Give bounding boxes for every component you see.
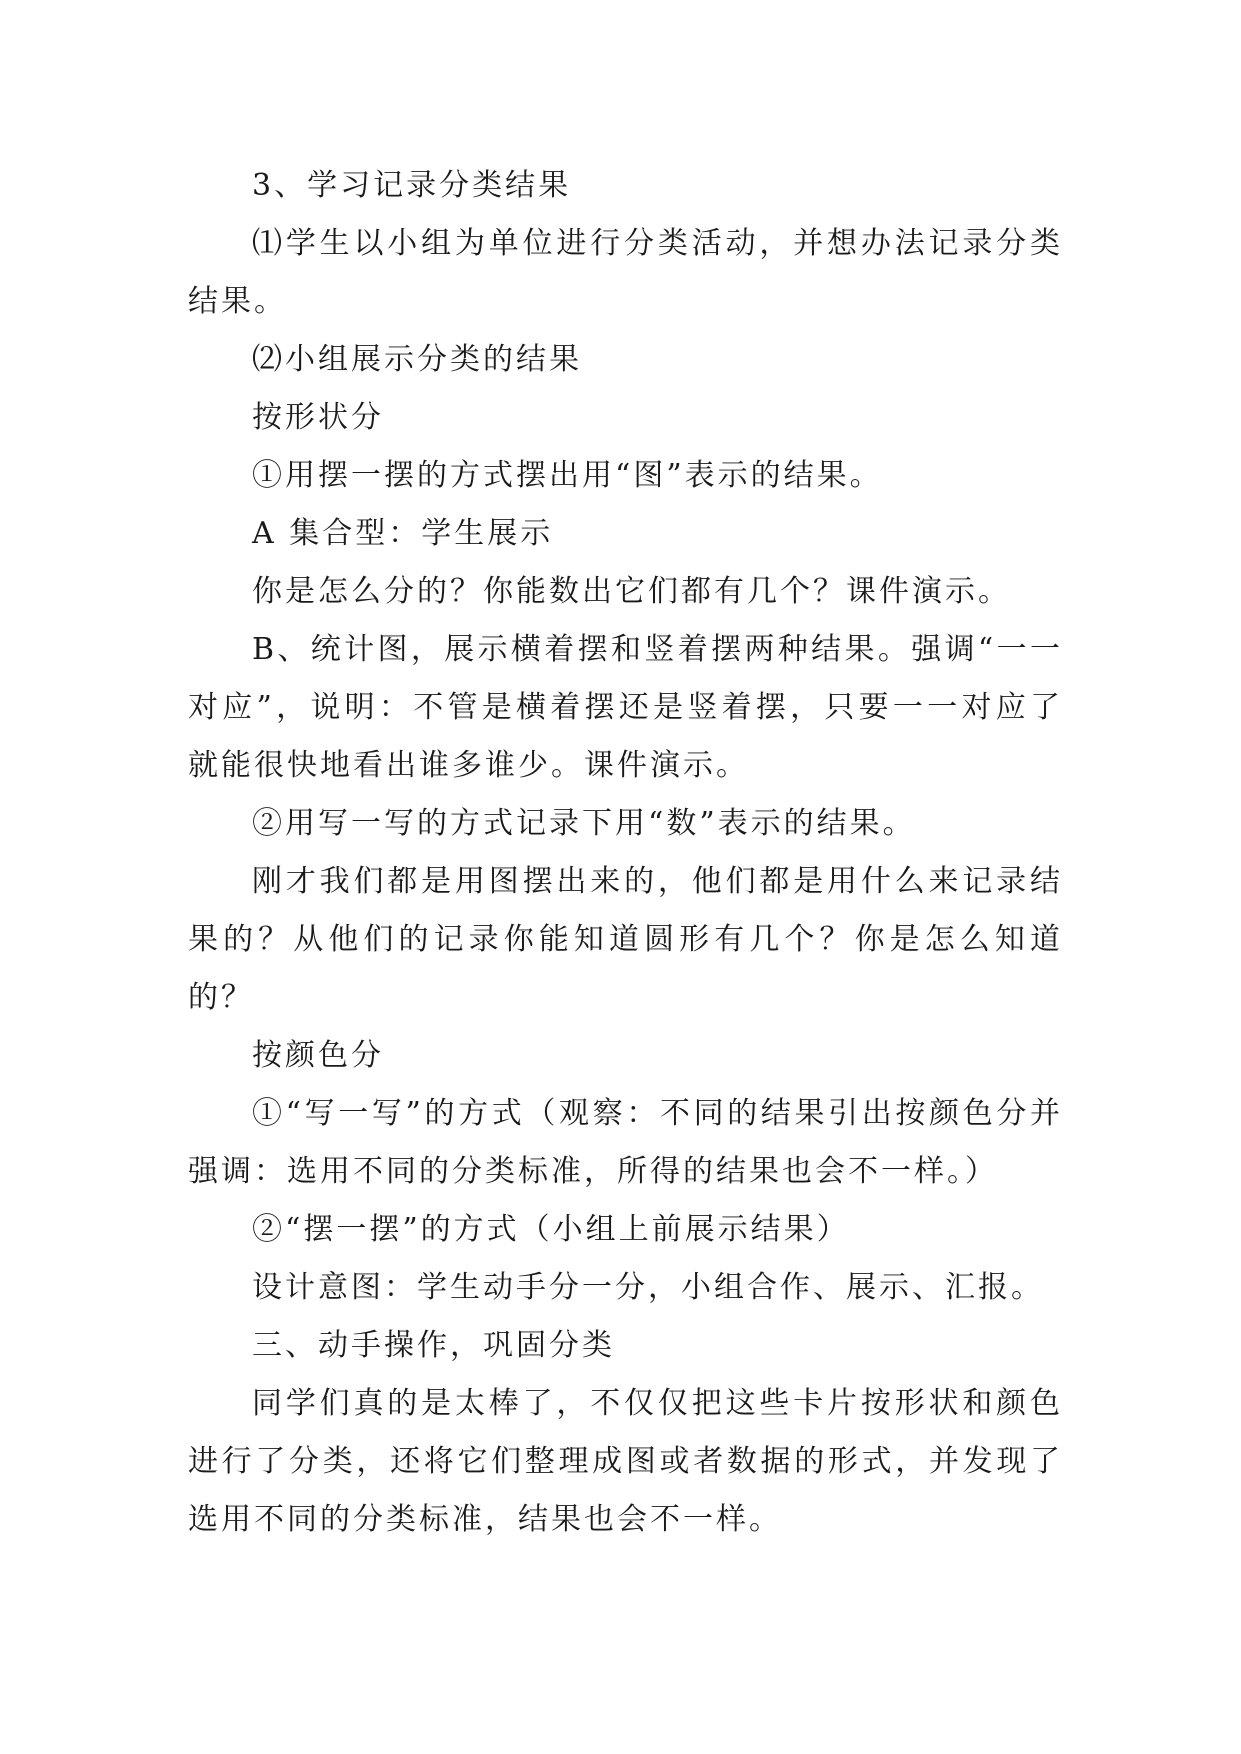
paragraph-set-type: A 集合型：学生展示	[252, 516, 554, 551]
paragraph-color-step-2: ②“摆一摆”的方式（小组上前展示结果）	[252, 1212, 850, 1247]
section-heading-record-results: 3、学习记录分类结果	[252, 168, 572, 203]
paragraph-group-activity: ⑴学生以小组为单位进行分类活动，并想办法记录分类结果。	[188, 226, 1063, 319]
paragraph-summary: 同学们真的是太棒了，不仅仅把这些卡片按形状和颜色进行了分类，还将它们整理成图或者数据的形式，并发现了选用不同的分类标准，结果也会不一样。	[188, 1386, 1063, 1537]
paragraph-color-step-1: ①“写一写”的方式（观察：不同的结果引出按颜色分并强调：选用不同的分类标准，所得的结果也会不一样。）	[188, 1096, 1063, 1189]
subheading-by-shape: 按形状分	[252, 400, 384, 435]
paragraph-question-count: 你是怎么分的？你能数出它们都有几个？课件演示。	[252, 574, 1011, 609]
paragraph-shape-step-2: ②用写一写的方式记录下用“数”表示的结果。	[252, 806, 916, 841]
paragraph-group-show: ⑵小组展示分类的结果	[252, 342, 582, 377]
paragraph-design-intent: 设计意图：学生动手分一分，小组合作、展示、汇报。	[252, 1270, 1044, 1305]
paragraph-shape-step-1: ①用摆一摆的方式摆出用“图”表示的结果。	[252, 458, 883, 493]
document-body	[188, 157, 1063, 1549]
section-heading-hands-on: 三、动手操作，巩固分类	[252, 1328, 615, 1363]
paragraph-question-record: 刚才我们都是用图摆出来的，他们都是用什么来记录结果的？从他们的记录你能知道圆形有几个？你是怎么知道的？	[188, 864, 1063, 1015]
paragraph-statistics-chart: B、统计图，展示横着摆和竖着摆两种结果。强调“一一对应”，说明：不管是横着摆还是竖着摆，只要一一对应了就能很快地看出谁多谁少。课件演示。	[188, 632, 1063, 783]
subheading-by-color: 按颜色分	[252, 1038, 384, 1073]
